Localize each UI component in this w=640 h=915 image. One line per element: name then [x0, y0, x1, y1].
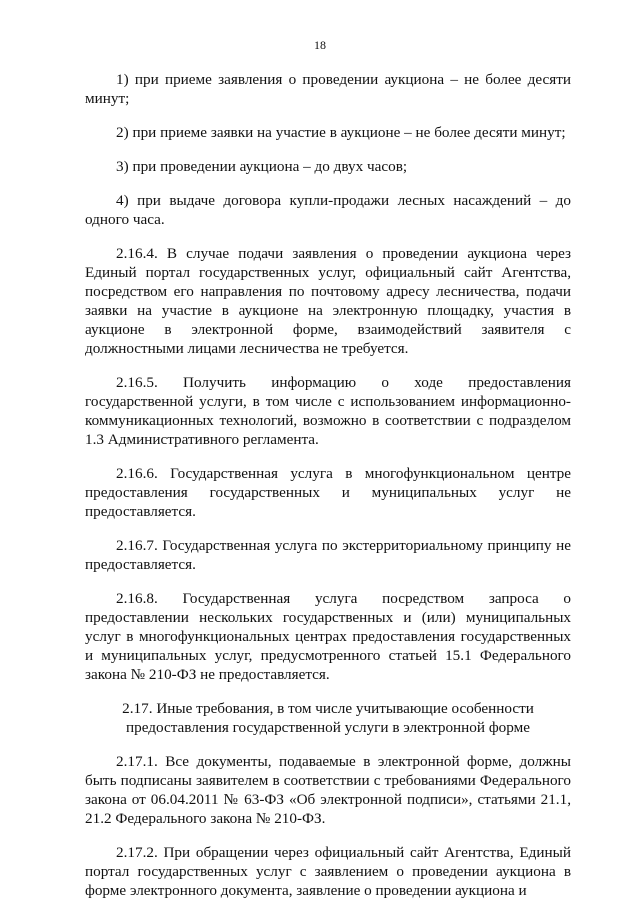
paragraph-item-4: 4) при выдаче договора купли-продажи лесных насаждений – до одного часа.: [85, 192, 571, 228]
paragraph-2-17-1: 2.17.1. Все документы, подаваемые в электронной форме, должны быть подписаны заявителем в соответствии с требованиями Федерального закона от 06.04.2011 № 63-ФЗ «Об электронной подписи», статьями 21.1, 21.2 Федерального закона № 210-ФЗ.: [85, 753, 571, 827]
section-heading-line-2: предоставления государственной услуги в электронной форме: [126, 719, 530, 736]
paragraph-2-16-7: 2.16.7. Государственная услуга по экстерриториальному принципу не предоставляется.: [85, 537, 571, 573]
page-number: 18: [314, 38, 326, 52]
section-heading-2-17: [85, 699, 571, 737]
paragraph-2-16-5: 2.16.5. Получить информацию о ходе предоставления государственной услуги, в том числе с использованием информационно-коммуникационных технологий, возможно в соответствии с подразделом 1.3 Административного регламента.: [85, 374, 571, 448]
paragraph-2-16-6: 2.16.6. Государственная услуга в многофункциональном центре предоставления государственных и муниципальных услуг не предоставляется.: [85, 465, 571, 520]
paragraph-2-17-2: 2.17.2. При обращении через официальный сайт Агентства, Единый портал государственных услуг с заявлением о проведении аукциона в форме электронного документа, заявление о проведении аукциона и: [85, 844, 571, 899]
paragraph-2-16-4: 2.16.4. В случае подачи заявления о проведении аукциона через Единый портал государственных услуг, официальный сайт Агентства, посредством его направления по почтовому адресу лесничества, подачи заявки на участие в аукционе на электронную площадку, участия в аукционе в электронной форме, взаимодействий заявителя с должностными лицами лесничества не требуется.: [85, 245, 571, 357]
paragraph-item-2: 2) при приеме заявки на участие в аукционе – не более десяти минут;: [116, 124, 566, 141]
paragraph-2-16-8: 2.16.8. Государственная услуга посредством запроса о предоставлении нескольких государственных и (или) муниципальных услуг в многофункциональных центрах предоставления государственных и муниципальных услуг, предусмотренного статьей 15.1 Федерального закона № 210-ФЗ не предоставляется.: [85, 590, 571, 683]
paragraph-item-3: 3) при проведении аукциона – до двух часов;: [116, 158, 408, 175]
paragraph-item-1: 1) при приеме заявления о проведении аукциона – не более десяти минут;: [85, 71, 571, 107]
section-heading-line-1: 2.17. Иные требования, в том числе учитывающие особенности: [122, 700, 534, 717]
document-body: [85, 70, 571, 915]
